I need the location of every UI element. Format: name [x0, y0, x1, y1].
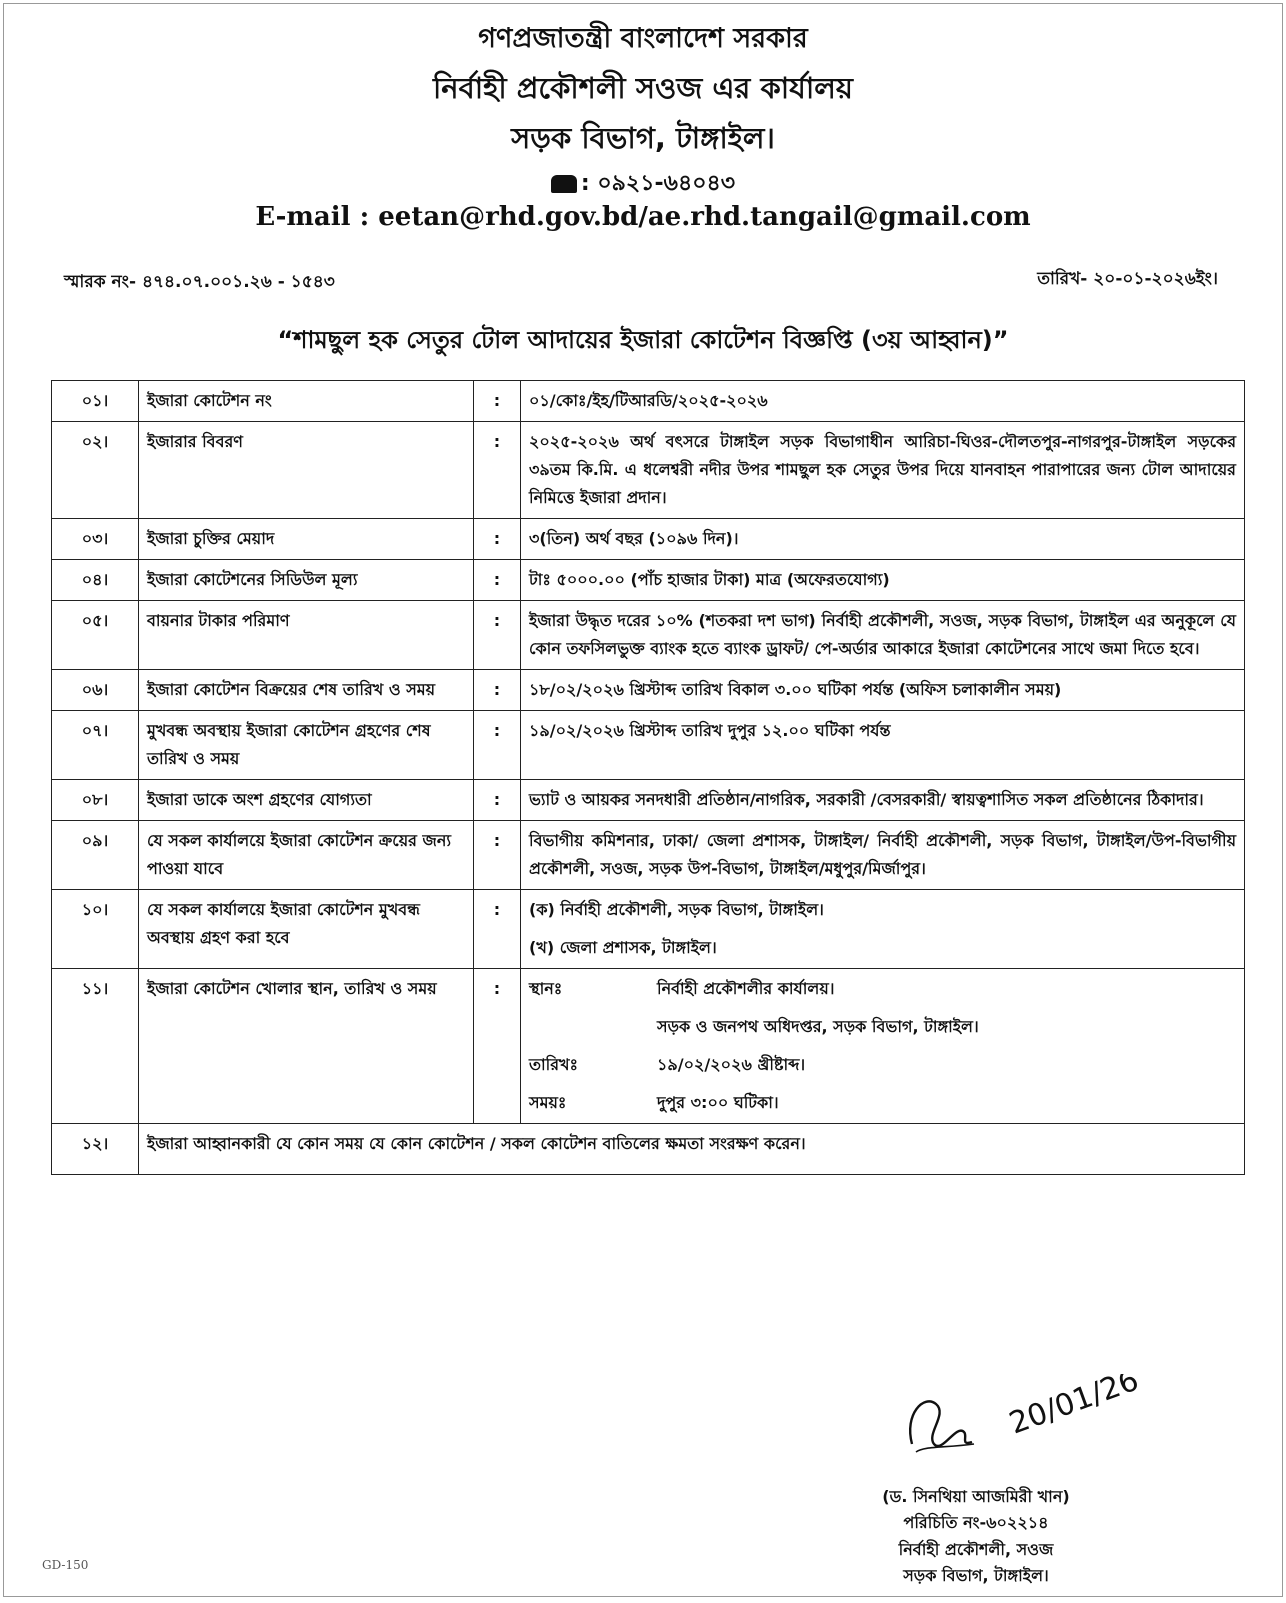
- notice-title: “শামছুল হক সেতুর টোল আদায়ের ইজারা কোটেশন বিজ্ঞপ্তি (৩য় আহ্বান)”: [277, 326, 1009, 354]
- row-item: ইজারা কোটেশন খোলার স্থান, তারিখ ও সময়: [139, 969, 474, 1124]
- receiving-office-2: (খ) জেলা প্রশাসক, টাঙ্গাইল।: [529, 938, 717, 957]
- table-row: [52, 780, 1245, 821]
- row-value: ইজারা উদ্ধৃত দরের ১০% (শতকরা দশ ভাগ) নির্বাহী প্রকৌশলী, সওজ, সড়ক বিভাগ, টাঙ্গাইল এর অনুকূলে যে কোন তফসিলভুক্ত ব্যাংক হতে ব্যাংক ড্রাফট/ পে-অর্ডার আকারে ইজারা কোটেশনের সাথে জমা দিতে হবে।: [521, 601, 1245, 670]
- row-serial: ০৪।: [52, 560, 139, 601]
- signatory-office: সড়ক বিভাগ, টাঙ্গাইল।: [903, 1566, 1049, 1586]
- receiving-office-1: (ক) নির্বাহী প্রকৌশলী, সড়ক বিভাগ, টাঙ্গাইল।: [529, 900, 824, 919]
- row-value: ভ্যাট ও আয়কর সনদধারী প্রতিষ্ঠান/নাগরিক, সরকারী /বেসরকারী/ স্বায়ত্বশাসিত সকল প্রতিষ্ঠানের ঠিকাদার।: [521, 780, 1245, 821]
- memo-number: স্মারক নং- ৪৭৪.০৭.০০১.২৬ - ১৫৪৩: [64, 272, 335, 292]
- row-colon: :: [474, 601, 521, 670]
- opening-date: [529, 1051, 1236, 1079]
- place-value-2: সড়ক ও জনপথ অধিদপ্তর, সড়ক বিভাগ, টাঙ্গাইল।: [657, 1017, 979, 1036]
- notice-table: [51, 380, 1245, 1175]
- table-row: [52, 1124, 1245, 1175]
- row-serial: ১২।: [52, 1124, 139, 1175]
- row-serial: ০৬।: [52, 670, 139, 711]
- telephone-icon: [551, 175, 577, 193]
- opening-time: [529, 1089, 1236, 1117]
- signatory-name: (ড. সিনথিয়া আজমিরী খান): [882, 1487, 1070, 1506]
- row-value: ১৯/০২/২০২৬ খ্রিস্টাব্দ তারিখ দুপুর ১২.০০ ঘটিকা পর্যন্ত: [521, 711, 1245, 780]
- signatory-id: পরিচিতি নং-৬০২২১৪: [903, 1513, 1049, 1533]
- row-item: ইজারা কোটেশন বিক্রয়ের শেষ তারিখ ও সময়: [139, 670, 474, 711]
- row-value: ৩(তিন) অর্থ বছর (১০৯৬ দিন)।: [521, 519, 1245, 560]
- government-title: গণপ্রজাতন্ত্রী বাংলাদেশ সরকার: [478, 23, 808, 54]
- row-item: ইজারার বিবরণ: [139, 422, 474, 519]
- row-item: ইজারা ডাকে অংশ গ্রহণের যোগ্যতা: [139, 780, 474, 821]
- row-serial: ০৩।: [52, 519, 139, 560]
- table-row: [52, 670, 1245, 711]
- table-row: [52, 381, 1245, 422]
- row-colon: :: [474, 519, 521, 560]
- date-label: তারিখঃ: [529, 1055, 579, 1074]
- table-row: [52, 711, 1245, 780]
- row-serial: ০৮।: [52, 780, 139, 821]
- row-value: টাঃ ৫০০০.০০ (পাঁচ হাজার টাকা) মাত্র (অফেরতযোগ্য): [521, 560, 1245, 601]
- row-item: ইজারা চুক্তির মেয়াদ: [139, 519, 474, 560]
- row-value: ইজারা আহ্বানকারী যে কোন সময় যে কোন কোটেশন / সকল কোটেশন বাতিলের ক্ষমতা সংরক্ষণ করেন।: [139, 1124, 1245, 1175]
- form-code: GD-150: [42, 1558, 89, 1572]
- row-colon: :: [474, 890, 521, 969]
- office-title: নির্বাহী প্রকৌশলী সওজ এর কার্যালয়: [433, 71, 853, 105]
- row-colon: :: [474, 780, 521, 821]
- row-item: মুখবন্ধ অবস্থায় ইজারা কোটেশন গ্রহণের শেষ তারিখ ও সময়: [139, 711, 474, 780]
- handwritten-date: 20/01/26: [1004, 1374, 1144, 1442]
- row-serial: ০১।: [52, 381, 139, 422]
- time-value: দুপুর ৩:০০ ঘটিকা।: [657, 1093, 779, 1112]
- row-value: [521, 890, 1245, 969]
- row-item: যে সকল কার্যালয়ে ইজারা কোটেশন ক্রয়ের জন্য পাওয়া যাবে: [139, 821, 474, 890]
- row-serial: ১১।: [52, 969, 139, 1124]
- row-item: ইজারা কোটেশনের সিডিউল মূল্য: [139, 560, 474, 601]
- issue-date: তারিখ- ২০-০১-২০২৬ইং।: [1037, 269, 1218, 289]
- row-value: বিভাগীয় কমিশনার, ঢাকা/ জেলা প্রশাসক, টাঙ্গাইল/ নির্বাহী প্রকৌশলী, সড়ক বিভাগ, টাঙ্গাইল/উপ-বিভাগীয় প্রকৌশলী, সওজ, সড়ক উপ-বিভাগ, টাঙ্গাইল/মধুপুর/মির্জাপুর।: [521, 821, 1245, 890]
- row-serial: ০৯।: [52, 821, 139, 890]
- opening-place: [529, 975, 1236, 1003]
- row-value: ১৮/০২/২০২৬ খ্রিস্টাব্দ তারিখ বিকাল ৩.০০ ঘটিকা পর্যন্ত (অফিস চলাকালীন সময়): [521, 670, 1245, 711]
- signature-area: [864, 1374, 1164, 1464]
- row-value: ০১/কোঃ/ইহ/টিআরডি/২০২৫-২০২৬: [521, 381, 1245, 422]
- row-item: ইজারা কোটেশন নং: [139, 381, 474, 422]
- row-colon: :: [474, 422, 521, 519]
- row-colon: :: [474, 711, 521, 780]
- notice-document: [3, 3, 1283, 1597]
- row-serial: ০৭।: [52, 711, 139, 780]
- phone-line: [4, 166, 1282, 203]
- division-title: সড়ক বিভাগ, টাঙ্গাইল।: [511, 121, 775, 155]
- row-serial: ১০।: [52, 890, 139, 969]
- row-item: যে সকল কার্যালয়ে ইজারা কোটেশন মুখবন্ধ অবস্থায় গ্রহণ করা হবে: [139, 890, 474, 969]
- date-value: ১৯/০২/২০২৬ খ্রীষ্টাব্দ।: [657, 1055, 806, 1074]
- place-value: নির্বাহী প্রকৌশলীর কার্যালয়।: [657, 979, 835, 998]
- table-row: [52, 519, 1245, 560]
- table-row: [52, 890, 1245, 969]
- row-colon: :: [474, 381, 521, 422]
- table-row: [52, 821, 1245, 890]
- row-colon: :: [474, 821, 521, 890]
- row-value: ২০২৫-২০২৬ অর্থ বৎসরে টাঙ্গাইল সড়ক বিভাগাধীন আরিচা-ঘিওর-দৌলতপুর-নাগরপুর-টাঙ্গাইল সড়কের ৩৯তম কি.মি. এ ধলেশ্বরী নদীর উপর শামছুল হক সেতুর উপর দিয়ে যানবাহন পারাপারের জন্য টোল আদায়ের নিমিত্তে ইজারা প্রদান।: [521, 422, 1245, 519]
- row-serial: ০৫।: [52, 601, 139, 670]
- table-row: [52, 601, 1245, 670]
- row-item: বায়নার টাকার পরিমাণ: [139, 601, 474, 670]
- time-label: সময়ঃ: [529, 1093, 567, 1112]
- place-label: স্থানঃ: [529, 979, 563, 998]
- table-row: [52, 560, 1245, 601]
- row-colon: :: [474, 969, 521, 1124]
- signatory-designation: নির্বাহী প্রকৌশলী, সওজ: [898, 1539, 1054, 1559]
- table-row: [52, 422, 1245, 519]
- notice-table-tail: [52, 890, 1245, 1175]
- row-colon: :: [474, 560, 521, 601]
- row-value: [521, 969, 1245, 1124]
- table-row: [52, 969, 1245, 1124]
- phone-number: : ০৯২১-৬৪০৪৩: [580, 171, 736, 196]
- notice-table-body: [52, 381, 1245, 890]
- row-serial: ০২।: [52, 422, 139, 519]
- handwritten-signature: [864, 1374, 1164, 1464]
- row-colon: :: [474, 670, 521, 711]
- signatory-block: [846, 1484, 1106, 1590]
- email-line: E-mail : eetan@rhd.gov.bd/ae.rhd.tangail@gmail.com: [255, 202, 1031, 232]
- opening-place-2: [529, 1013, 1236, 1041]
